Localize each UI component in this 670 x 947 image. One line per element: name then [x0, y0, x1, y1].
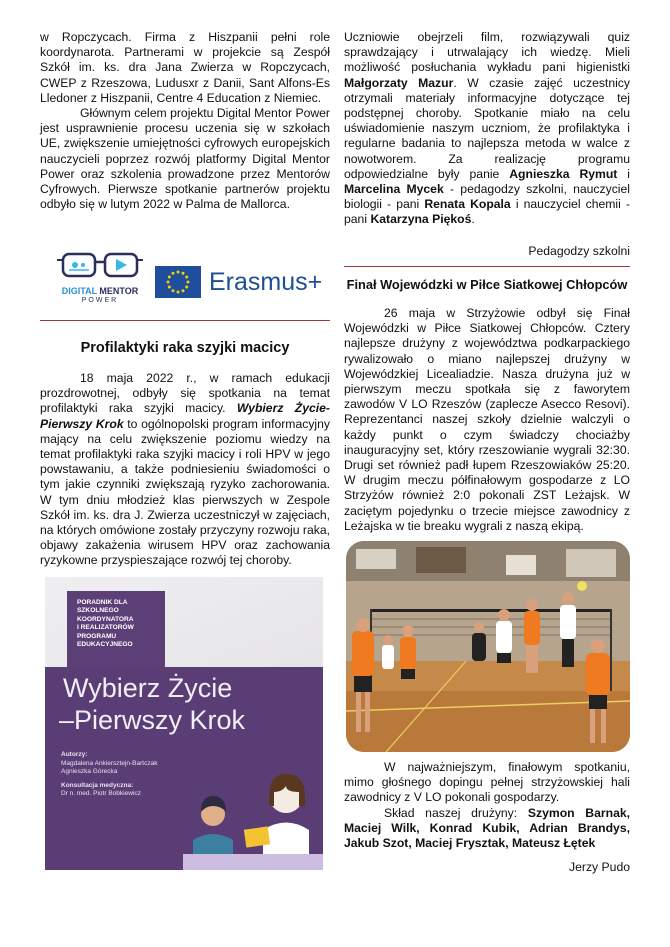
body-text: to ogólnopolski program informacyjny mający na celu zwiększenie poziomu wiedzy na temat profilaktyki raka szyjki macicy i roli HPV w jego powstawaniu, a także podniesieniu świadomości o tym jakie czynniki zwiększają ryzyko zachorowania. W tym dniu młodzież klas pierwszych w Zespole Szkół im. ks. dra J. Zwierza uczestniczył w zajęciach, na których omówione zostały przyczyny rozwoju raka, objawy zakażenia wirusem HPV oraz zachowania ryzykowne przyspieszające rozwój tej choroby. [40, 416, 330, 568]
digital-mentor-power-logo [55, 250, 145, 312]
book-tag-line: KOORDYNATORA [77, 615, 134, 623]
book-tag-line: SZKOLNEGO [77, 607, 119, 615]
person-name: Renata Kopala [424, 197, 511, 212]
roster-label: Skład naszej drużyny: [384, 806, 528, 820]
book-author: Magdalena Ankiersztejn-Bartczak [61, 759, 158, 767]
person-name: Agnieszka Rymut [509, 166, 618, 181]
intro-paragraph-1: w Ropczycach. Firma z Hiszpanii pełni role koordynarota. Partnerami w projekcie są Zespół Szkół im. ks. dra Jana Zwierza w Ropczycach, CWEP z Rzeszowa, Ludusxr z Danii, Sant Alfons-Es Lledoner z Hiszpanii, Centre 4 Education z Niemiec. [40, 30, 330, 105]
volleyball-match-photo [346, 541, 630, 752]
logo-text-digital: DIGITAL [61, 286, 97, 296]
person-name: Marcelina Mycek [344, 182, 444, 197]
book-authors-label: Autorzy: [61, 751, 88, 758]
person-name: Małgorzaty Mazur [344, 75, 454, 90]
book-title-line-2: –Pierwszy Krok [59, 705, 246, 735]
article-volleyball-final: W najważniejszym, finałowym spotkaniu, mimo głośnego dopingu pełnej strzyżowskiej hali zawodnicy z V LO pokonali gospodarzy. [344, 760, 630, 805]
book-consult-label: Konsultacja medyczna: [61, 781, 134, 789]
volleyball-scene [346, 541, 630, 752]
book-tag-line: PORADNIK DLA [77, 599, 128, 606]
book-author: Agnieszka Górecka [61, 768, 118, 775]
book-tag [67, 591, 165, 675]
team-roster [344, 806, 630, 852]
article-title-cervical-cancer: Profilaktyki raka szyjki macicy [80, 340, 290, 356]
body-text: 18 maja 2022 r., w ramach edukacji prozdrowotnej, odbyły się spotkania na temat profilaktyki raka szyjki macicy. [40, 371, 330, 416]
body-text: i [617, 166, 630, 181]
body-text: . [471, 212, 475, 227]
program-name: Wybierz Życie-Pierwszy Krok [40, 401, 330, 431]
book-title-line-1: Wybierz Życie [63, 673, 233, 703]
logo-text-mentor: MENTOR [99, 286, 139, 296]
person-name: Katarzyna Piękoś [370, 212, 472, 227]
body-text: . W czasie zajęć uczestnicy otrzymali materiały informacyjne dotyczące tej podstępnej choroby. Spotkanie miało na celu uświadomienie naszym uczniom, że profilaktyka i regularne badania to najlepsza metoda w walce z nowotworem. Za realizację programu odpowiedzialne były panie [344, 75, 630, 181]
article-volleyball-body: 26 maja w Strzyżowie odbył się Finał Wojewódzki w Piłce Siatkowej Chłopców. Cztery najlepsze drużyny z województwa podkarpackiego rywalizowało o miano najlepszej drużyny w Wojewódzkiej Licealiadzie. Nasza drużyna już w pierwszym meczu spotkała się z faworytem zawodów V LO Rzeszów (zaplecze Asecco Resovi). Reprezentanci naszej szkoły dzielnie walczyli o każdy punkt o czym świadczy chociażby inauguracyjny set, który rzeszowianie wygrali 32:30. Drugi set również padł łupem Rzeszowiaków 25:20. W drugim meczu półfinałowym gospodarze z LO Strzyżów również 2:0 pokonali ZST Leżajsk. W zaciętym pojedynku o trzecie miejsce zawodnicy z Leżajska w tie breaku wygrali z naszą ekipą. [344, 306, 630, 533]
glasses-icon [55, 250, 145, 288]
eu-flag [155, 266, 201, 298]
logo-row [55, 250, 325, 312]
intro-paragraph-2: Głównym celem projektu Digital Mentor Power jest usprawnienie procesu uczenia się w szkołach UE, zwiększenie umiejętności cyfrowych europejskich nauczycieli poprzez rozwój platformy Digital Mentor Power oraz szkolenia prowadzone przez Mentorów Cyfrowych. Pierwsze spotkanie partnerów projektu odbyło się w lutym 2022 w Palma de Mallorca. [40, 106, 330, 212]
book-cover-panel [45, 667, 323, 870]
body-text: i nauczyciel chemii - pani [344, 197, 630, 227]
article-title-volleyball: Finał Wojewódzki w Piłce Siatkowej Chłopców [346, 277, 628, 292]
erasmus-plus-wordmark: Erasmus+ [209, 268, 323, 296]
signature-pedagodzy: Pedagodzy szkolni [528, 244, 630, 258]
section-divider-right [344, 266, 630, 267]
book-tag-line: PROGRAMU [77, 632, 117, 640]
book-tag-line: I REALIZATORÓW [77, 624, 134, 632]
logo-text-power: POWER [81, 297, 119, 304]
signature-jerzy-pudo: Jerzy Pudo [569, 860, 630, 874]
article-cervical-cancer-body [40, 371, 330, 569]
roster-names: Szymon Barnak, Maciej Wilk, Konrad Kubik, Adrian Brandys, Jakub Szot, Maciej Frysztak, Mateusz Łętek [344, 806, 631, 851]
book-consultant: Dr n. med. Piotr Bobkiewicz [61, 790, 141, 797]
book-cover-photo [45, 577, 323, 870]
eu-stars-icon [155, 266, 201, 298]
section-divider-left [40, 320, 330, 321]
body-text: Uczniowie obejrzeli film, rozwiązywali quiz sprawdzający i utrwalający ich wiedzę. Mieli możliwość posłuchania wykładu pani higienistki [344, 30, 630, 75]
book-tag-line: EDUKACYJNEGO [77, 641, 133, 649]
body-text: - pedagodzy szkolni, nauczyciel biologii - pani [344, 182, 630, 212]
book-illustration [183, 770, 323, 870]
article-cervical-cancer-continued [344, 30, 630, 228]
